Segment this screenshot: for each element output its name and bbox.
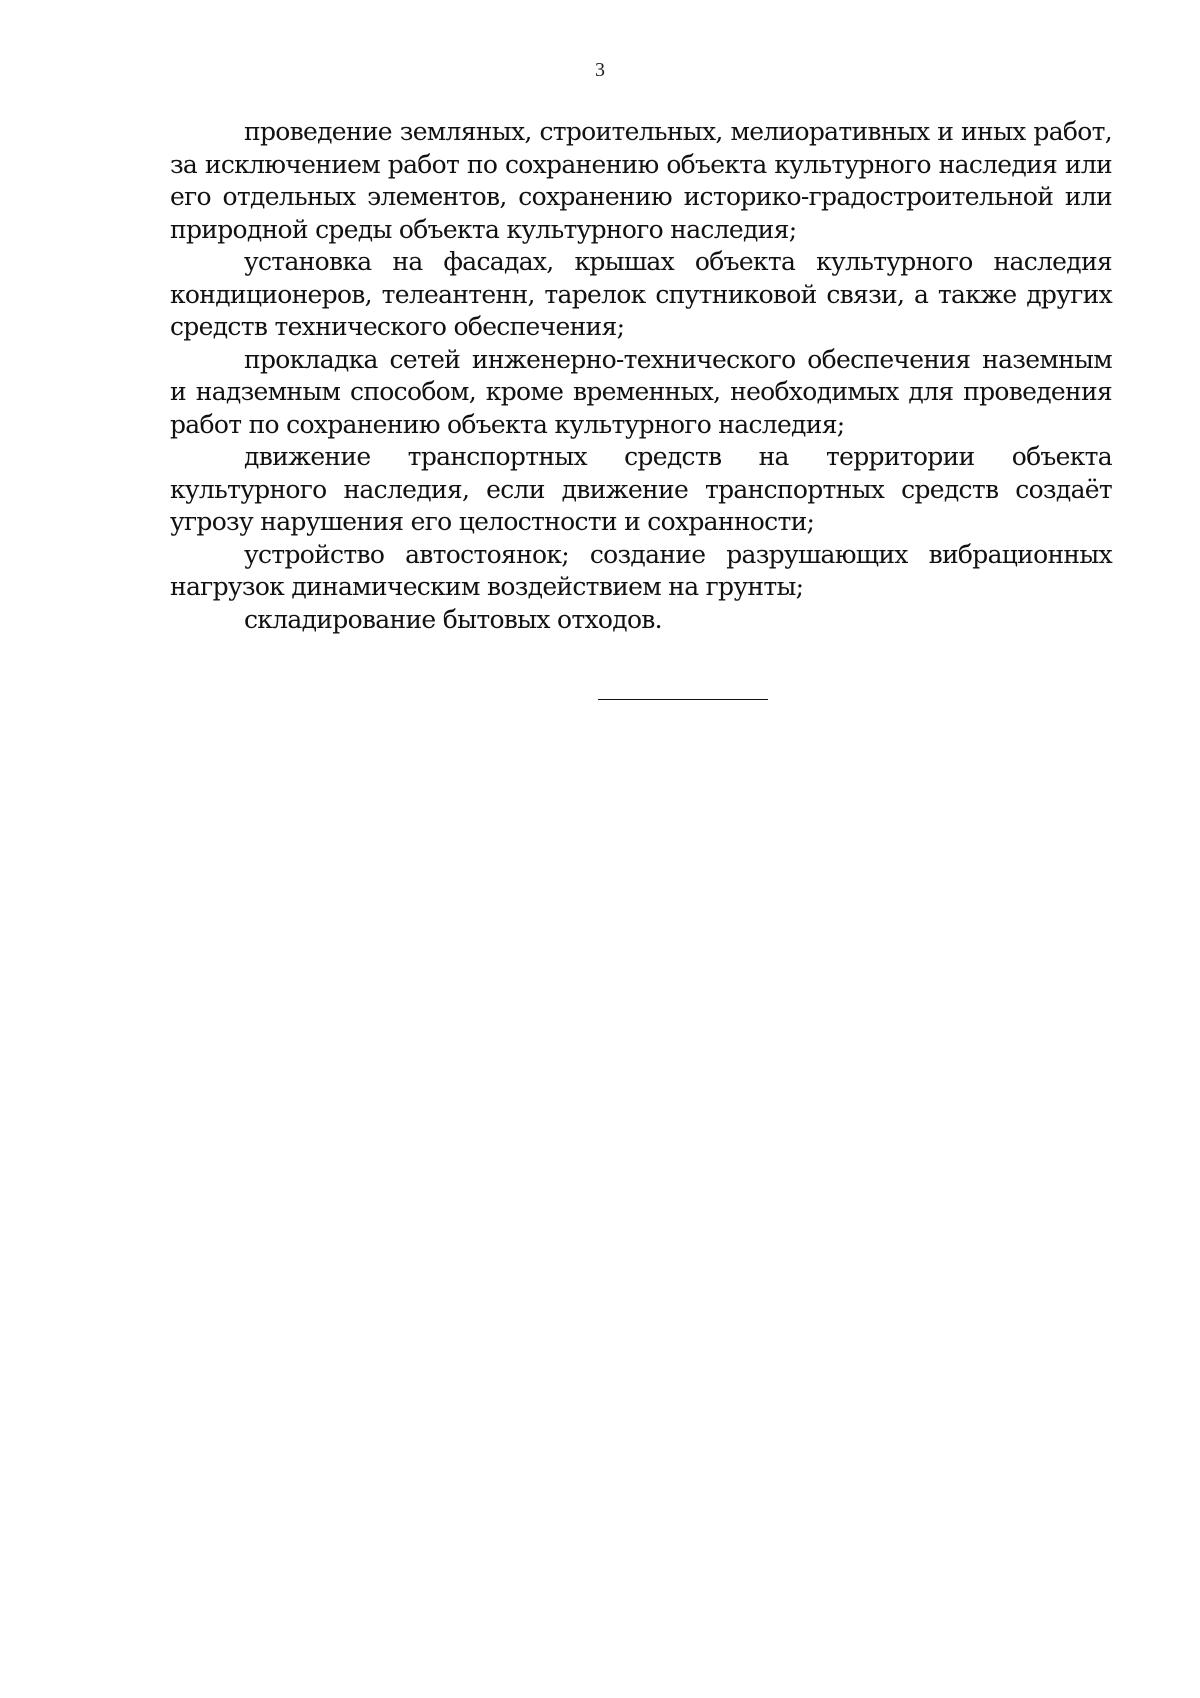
page-number: 3 — [595, 59, 605, 81]
paragraph-utility-networks: прокладка сетей инженерно-технического обеспечения наземным и надземным способом, кроме временных, необходимых для проведения работ по сохранению объекта культурного наследия; — [170, 344, 1112, 439]
paragraph-parking-vibration: устройство автостоянок; создание разрушающих вибрационных нагрузок динамическим воздействием на грунты; — [170, 539, 1112, 601]
paragraph-waste-storage: складирование бытовых отходов. — [244, 604, 662, 634]
document-body — [170, 116, 1112, 636]
paragraph-vehicle-traffic: движение транспортных средств на территории объекта культурного наследия, если движение транспортных средств создаёт угрозу нарушения его целостности и сохранности; — [170, 442, 1112, 536]
paragraph-facade-installations: установка на фасадах, крышах объекта культурного наследия кондиционеров, телеантенн, тарелок спутниковой связи, а также других средств технического обеспечения; — [170, 247, 1112, 341]
end-of-document-rule — [598, 699, 768, 700]
paragraph-earthworks: проведение земляных, строительных, мелиоративных и иных работ, за исключением работ по сохранению объекта культурного наследия или его отдельных элементов, сохранению историко-градостроительной или природной среды объекта культурного наследия; — [170, 117, 1112, 244]
